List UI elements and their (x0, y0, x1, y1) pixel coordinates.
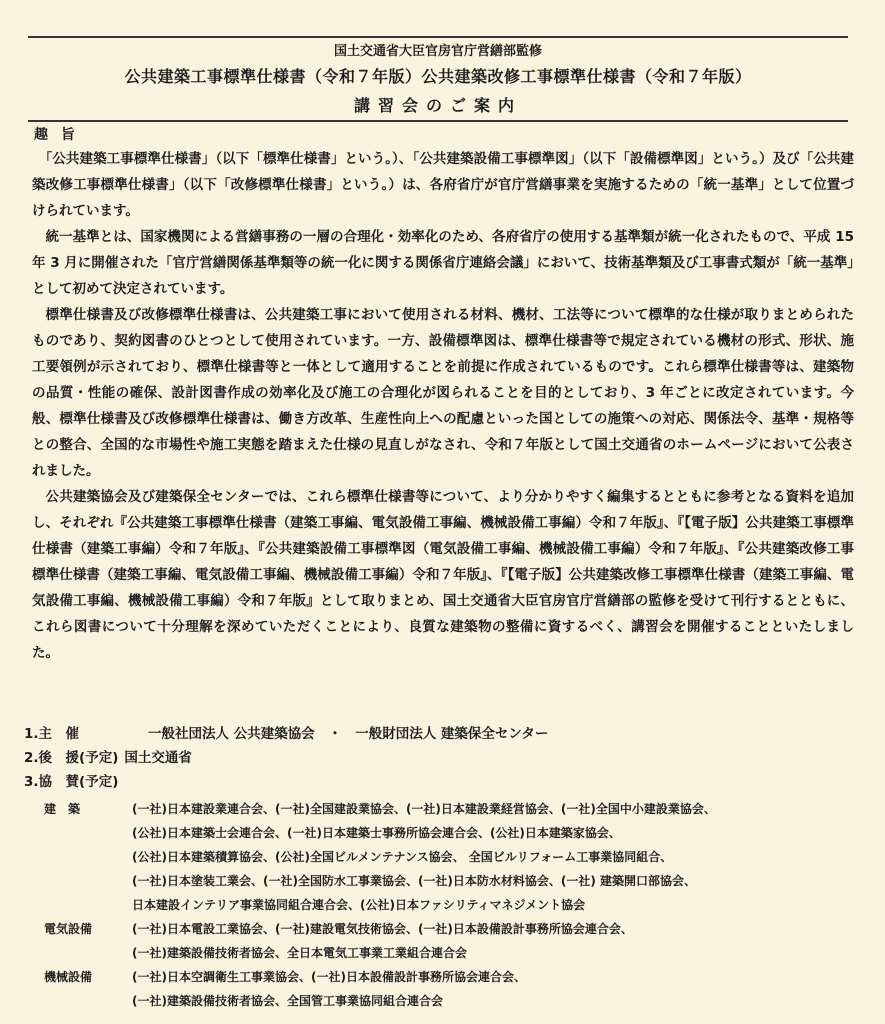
cosponsor-line: (一社)日本電設工業協会、(一社)建設電気技術協会、(一社)日本設備設計事務所協会連合会、 (132, 922, 633, 936)
header-bottom-rule (28, 120, 848, 122)
section-heading: 趣 旨 (34, 127, 79, 143)
cosponsor-line: (一社)日本塗装工業会、(一社)全国防水工事業協会、(一社)日本防水材料協会、(一社) 建築開口部協会、 (132, 874, 697, 888)
organizer-list (24, 722, 854, 794)
document-title: 公共建築工事標準仕様書（令和７年版）公共建築改修工事標準仕様書（令和７年版） (124, 67, 752, 86)
cosponsor-line: (公社)日本建築士会連合会、(一社)日本建築士事務所協会連合会、(公社)日本建築家協会、 (132, 826, 621, 840)
cosponsor-line: 日本建設インテリア事業協同組合連合会、(公社)日本ファシリティマネジメント協会 (132, 898, 586, 912)
cosponsor-category: 建 築 (44, 802, 81, 816)
cosponsor-line: (一社)日本建設業連合会、(一社)全国建設業協会、(一社)日本建設業経営協会、(一社)全国中小建設業協会、 (132, 802, 716, 816)
cosponsor-line: (一社)日本空調衛生工事業協会、(一社)日本設備設計事務所協会連合会、 (132, 970, 526, 984)
top-rule (28, 36, 848, 38)
cosponsor-line: (公社)日本建築積算協会、(公社)全国ビルメンテナンス協会、 全国ビルリフォーム工事業協同組合、 (132, 850, 673, 864)
support-label: 2.後 援(予定) (24, 750, 119, 766)
paragraph: 「公共建築工事標準仕様書」（以下「標準仕様書」という。）、「公共建築設備工事標準図」（以下「設備標準図」という。）及び「公共建築改修工事標準仕様書」（以下「改修標準仕様書」という。）は、各府省庁が官庁営繕事業を実施するための「統一基準」として位置づけられています。 (32, 151, 854, 219)
paragraph: 標準仕様書及び改修標準仕様書は、公共建築工事において使用される材料、機材、工法等について標準的な仕様が取りまとめられたものであり、契約図書のひとつとして使用されています。一方、設備標準図は、標準仕様書等で規定されている機材の形式、形状、施工要領例が示されており、標準仕様書等と一体として適用することを前提に作成されているものです。これら標準仕様書等は、建築物の品質・性能の確保、設計図書作成の効率化及び施工の合理化が図られることを目的としており、3 年ごとに改定されています。今般、標準仕様書及び改修標準仕様書は、働き方改革、生産性向上への配慮といった国としての施策への対応、関係法令、基準・規格等との整合、全国的な市場性や施工実態を踏まえた仕様の見直しがなされ、令和７年版として国土交通省のホームページにおいて公表されました。 (32, 307, 854, 479)
support-row (24, 746, 854, 770)
cosponsor-label: 3.協 賛(予定) (24, 774, 119, 790)
cosponsor-category: 機械設備 (44, 970, 93, 984)
host-label: 1.主 催 (24, 726, 80, 742)
cosponsor-group-mechanical (44, 965, 854, 1013)
cosponsor-line: (一社)建築設備技術者協会、全国管工事業協同組合連合会 (132, 994, 443, 1008)
cosponsor-category: 電気設備 (44, 922, 93, 936)
host-row (24, 722, 854, 746)
document-subtitle: 講習会のご案内 (353, 96, 522, 115)
paragraph: 公共建築協会及び建築保全センターでは、これら標準仕様書等について、より分かりやすく編集するとともに参考となる資料を追加し、それぞれ『公共建築工事標準仕様書（建築工事編、電気設備工事編、機械設備工事編）令和７年版』、『【電子版】公共建築工事標準仕様書（建築工事編）令和７年版』、『公共建築設備工事標準図（電気設備工事編、機械設備工事編）令和７年版』、『公共建築改修工事標準仕様書（建築工事編、電気設備工事編、機械設備工事編）令和７年版』、『【電子版】公共建築改修工事標準仕様書（建築工事編、電気設備工事編、機械設備工事編）令和７年版』として取りまとめ、国土交通省大臣官房官庁営繕部の監修を受けて刊行するとともに、これら図書について十分理解を深めていただくことにより、良質な建築物の整備に資するべく、講習会を開催することといたしました。 (32, 489, 854, 661)
cosponsor-row (24, 770, 854, 794)
cosponsor-line: (一社)建築設備技術者協会、全日本電気工事業工業組合連合会 (132, 946, 467, 960)
cosponsor-group-architecture (44, 797, 854, 917)
body-text (32, 146, 854, 666)
cosponsor-group-electrical (44, 917, 854, 965)
supervision-line: 国土交通省大臣官房官庁営繕部監修 (333, 44, 542, 59)
host-value: 一般社団法人 公共建築協会 ・ 一般財団法人 建築保全センター (148, 726, 549, 742)
support-value: 国土交通省 (124, 750, 192, 766)
cosponsor-list (44, 797, 854, 1013)
paragraph: 統一基準とは、国家機関による営繕事務の一層の合理化・効率化のため、各府省庁の使用する基準類が統一化されたもので、平成 15 年 3 月に開催された「官庁営繕関係基準類等の統一化に関する関係省庁連絡会議」において、技術基準類及び工事書式類が「統一基準」として初めて決定されています。 (32, 229, 854, 297)
